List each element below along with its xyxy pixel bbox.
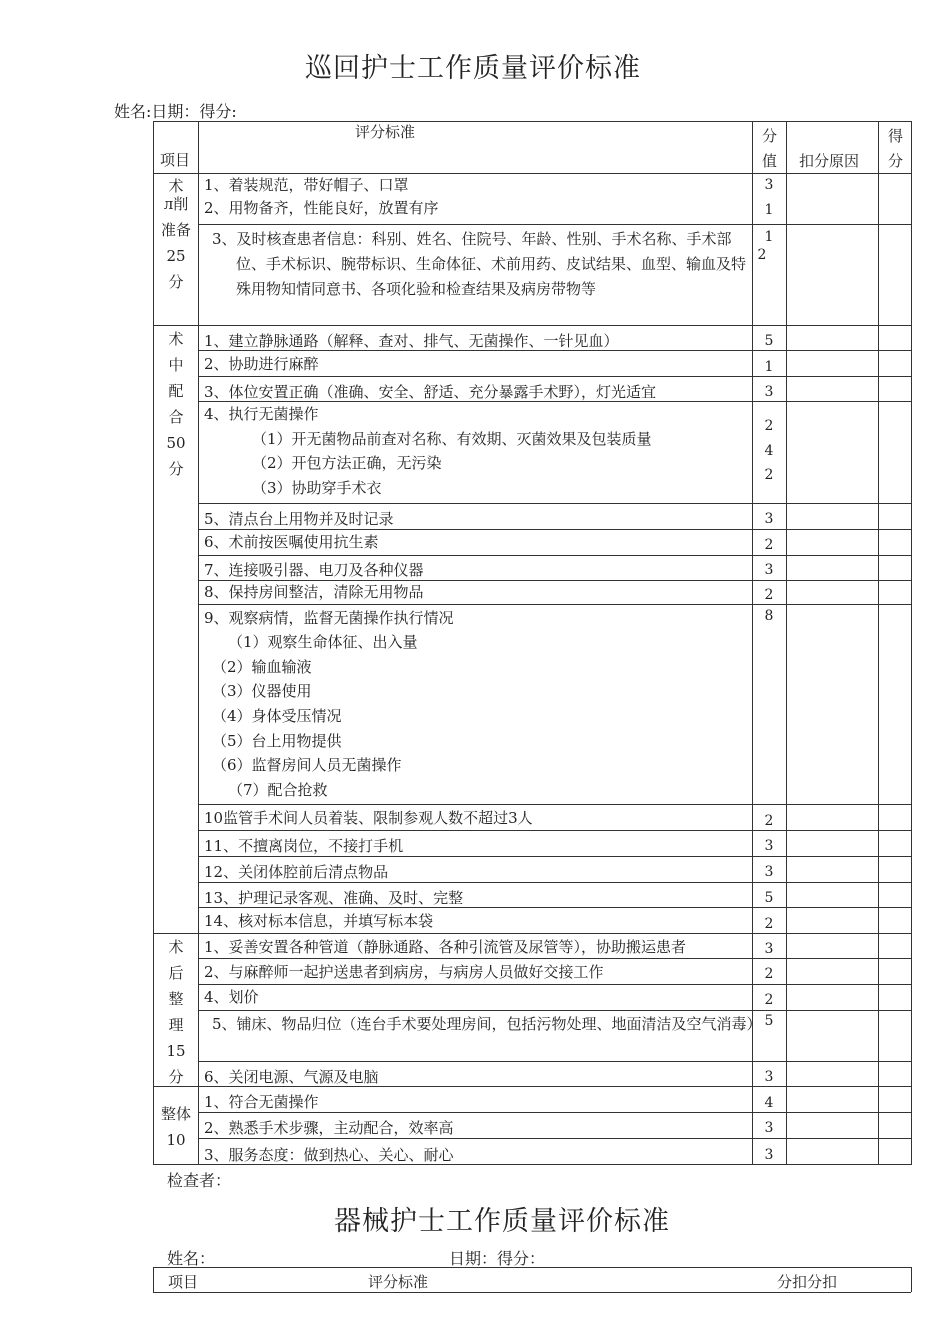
score-value: 4 <box>764 1095 774 1111</box>
score-value: 2 <box>764 418 774 434</box>
criteria-text: 11、不擅离岗位，不接打手机 <box>204 837 404 855</box>
table-border-top <box>153 121 911 122</box>
criteria-subitem: （4）身体受压情况 <box>212 707 342 725</box>
category-line: 理 <box>168 1016 184 1034</box>
row-line <box>198 503 911 504</box>
category-line: л削 <box>163 195 189 213</box>
score-value: 8 <box>764 608 774 624</box>
criteria-text: 2、协助进行麻醉 <box>204 355 319 373</box>
score-value: 3 <box>764 864 774 880</box>
row-line <box>198 555 911 556</box>
doc2-header-cols: 分扣分扣 <box>777 1273 838 1291</box>
checker-label: 检查者： <box>167 1171 232 1190</box>
category-intraop <box>154 326 198 482</box>
criteria-text: 2、与麻醉师一起护送患者到病房，与病房人员做好交接工作 <box>204 963 604 981</box>
criteria-text: 1、建立静脉通路（解释、查对、排气、无菌操作、一针见血） <box>204 332 619 350</box>
criteria-text: 12、关闭体腔前后清点物品 <box>204 863 389 881</box>
table-border-right <box>911 121 912 1165</box>
score-value: 2 <box>764 537 774 553</box>
col-divider-got <box>878 121 879 1165</box>
score-value: 2 <box>757 247 767 263</box>
criteria-subitem: （3）协助穿手术衣 <box>252 479 382 497</box>
header-score-a: 分 <box>762 127 778 145</box>
score-value: 3 <box>764 838 774 854</box>
doc2-header-item: 项目 <box>168 1273 199 1291</box>
criteria-text: 14、核对标本信息，并填写标本袋 <box>204 912 434 930</box>
score-value: 2 <box>764 966 774 982</box>
category-overall <box>154 1101 198 1153</box>
criteria-subitem: （3）仪器使用 <box>212 682 312 700</box>
criteria-text: 9、观察病情，监督无菌操作执行情况 <box>204 609 454 627</box>
criteria-text: 4、执行无菌操作 <box>204 405 319 423</box>
doc2-table-left <box>153 1267 154 1292</box>
criteria-text: 13、护理记录客观、准确、及时、完整 <box>204 889 464 907</box>
category-line: 准备 <box>160 221 191 239</box>
criteria-subitem: （6）监督房间人员无菌操作 <box>212 756 402 774</box>
criteria-text: 6、术前按医嘱使用抗生素 <box>204 533 379 551</box>
col-divider-deduct <box>786 121 787 1165</box>
criteria-text: 5、铺床、物品归位（连台手术要处理房间，包括污物处理、地面清洁及空气消毒） <box>212 1015 762 1033</box>
score-value: 1 <box>764 359 774 375</box>
score-value: 4 <box>764 443 774 459</box>
criteria-subitem: （2）开包方法正确，无污染 <box>252 454 442 472</box>
doc1-title: 巡回护士工作质量评价标准 <box>305 53 641 84</box>
doc2-name-label: 姓名： <box>167 1249 216 1268</box>
score-value: 2 <box>764 467 774 483</box>
criteria-text: 8、保持房间整洁，清除无用物品 <box>204 583 424 601</box>
criteria-text: 3、服务态度：做到热心、关心、耐心 <box>204 1146 454 1164</box>
doc2-date-label: 日期：得分： <box>449 1249 546 1268</box>
row-line <box>153 325 911 326</box>
category-preop <box>154 173 198 295</box>
score-value: 3 <box>764 511 774 527</box>
doc2-title: 器械护士工作质量评价标准 <box>334 1206 670 1237</box>
header-deduct-reason: 扣分原因 <box>799 152 860 170</box>
header-got-a: 得 <box>888 127 904 145</box>
score-value: 3 <box>764 941 774 957</box>
score-value: 3 <box>764 177 774 193</box>
criteria-text: 1、符合无菌操作 <box>204 1093 319 1111</box>
header-got-b: 分 <box>888 152 904 170</box>
criteria-subitem: （1）观察生命体征、出入量 <box>228 633 418 651</box>
score-value: 5 <box>764 1013 774 1029</box>
category-postop <box>154 934 198 1090</box>
row-line <box>198 1010 911 1011</box>
criteria-text: 2、熟悉手术步骤，主动配合，效率高 <box>204 1119 454 1137</box>
criteria-text: 3、及时核查患者信息：科别、姓名、住院号、年龄、性别、手术名称、手术部位、手术标识、腕带标识、生命体征、术前用药、皮试结果、血型、输血及特殊用物知情同意书、各项化验和检查结果及病房带物等 <box>212 230 747 298</box>
criteria-subitem: （7）配合抢救 <box>228 781 328 799</box>
criteria-text: 1、妥善安置各种管道（静脉通路、各种引流管及尿管等），协助搬运患者 <box>204 938 687 956</box>
category-line: 术 <box>168 938 184 956</box>
score-value: 2 <box>764 587 774 603</box>
criteria-subitem: （5）台上用物提供 <box>212 732 342 750</box>
category-line: 术 <box>168 177 184 195</box>
category-line: 50 <box>166 434 186 452</box>
criteria-text: 7、连接吸引器、电刀及各种仪器 <box>204 561 424 579</box>
category-line: 后 <box>168 964 184 982</box>
category-line: 25 <box>166 247 186 265</box>
row-line <box>198 1061 911 1062</box>
score-value: 3 <box>764 1120 774 1136</box>
criteria-text: 1、着装规范，带好帽子、口罩 <box>204 176 409 194</box>
score-value: 2 <box>764 916 774 932</box>
criteria-text: 6、关闭电源、气源及电脑 <box>204 1068 379 1086</box>
criteria-text: 4、划价 <box>204 988 259 1006</box>
score-value: 1 <box>764 202 774 218</box>
criteria-text: 3、体位安置正确（准确、安全、舒适、充分暴露手术野），灯光适宜 <box>204 383 657 401</box>
category-line: 分 <box>168 1068 184 1086</box>
category-line: 分 <box>168 460 184 478</box>
category-line: 整体 <box>160 1105 191 1123</box>
row-line <box>198 958 911 959</box>
score-value: 5 <box>764 333 774 349</box>
criteria-text: 2、用物备齐，性能良好，放置有序 <box>204 199 439 217</box>
category-line: 术 <box>168 330 184 348</box>
doc1-meta-line: 姓名:日期：得分: <box>114 102 237 121</box>
score-value: 1 <box>764 229 774 245</box>
criteria-subitem: （1）开无菌物品前查对名称、有效期、灭菌效果及包装质量 <box>252 430 652 448</box>
header-item: 项目 <box>160 151 191 169</box>
category-line: 10 <box>166 1131 186 1149</box>
category-line: 中 <box>168 356 184 374</box>
criteria-subitem: （2）输血输液 <box>212 658 312 676</box>
criteria-text: 5、清点台上用物并及时记录 <box>204 510 394 528</box>
score-value: 5 <box>764 890 774 906</box>
row-line <box>198 804 911 805</box>
doc2-table-right <box>911 1267 912 1292</box>
score-value: 2 <box>764 813 774 829</box>
score-value: 3 <box>764 384 774 400</box>
doc2-header-criteria: 评分标准 <box>368 1273 429 1291</box>
header-score-b: 值 <box>762 152 778 170</box>
score-value: 3 <box>764 1147 774 1163</box>
row-line <box>198 224 911 225</box>
score-value: 2 <box>764 992 774 1008</box>
col-divider-item <box>198 121 199 1165</box>
doc2-table-top <box>153 1267 911 1268</box>
criteria-text: 10监管手术间人员着装、限制参观人数不超过3人 <box>204 809 533 827</box>
category-line: 15 <box>166 1042 186 1060</box>
header-criteria: 评分标准 <box>355 123 416 141</box>
score-value: 3 <box>764 562 774 578</box>
category-line: 合 <box>168 408 184 426</box>
category-line: 分 <box>168 273 184 291</box>
score-value: 3 <box>764 1069 774 1085</box>
category-line: 配 <box>168 382 184 400</box>
category-line: 整 <box>168 990 184 1008</box>
